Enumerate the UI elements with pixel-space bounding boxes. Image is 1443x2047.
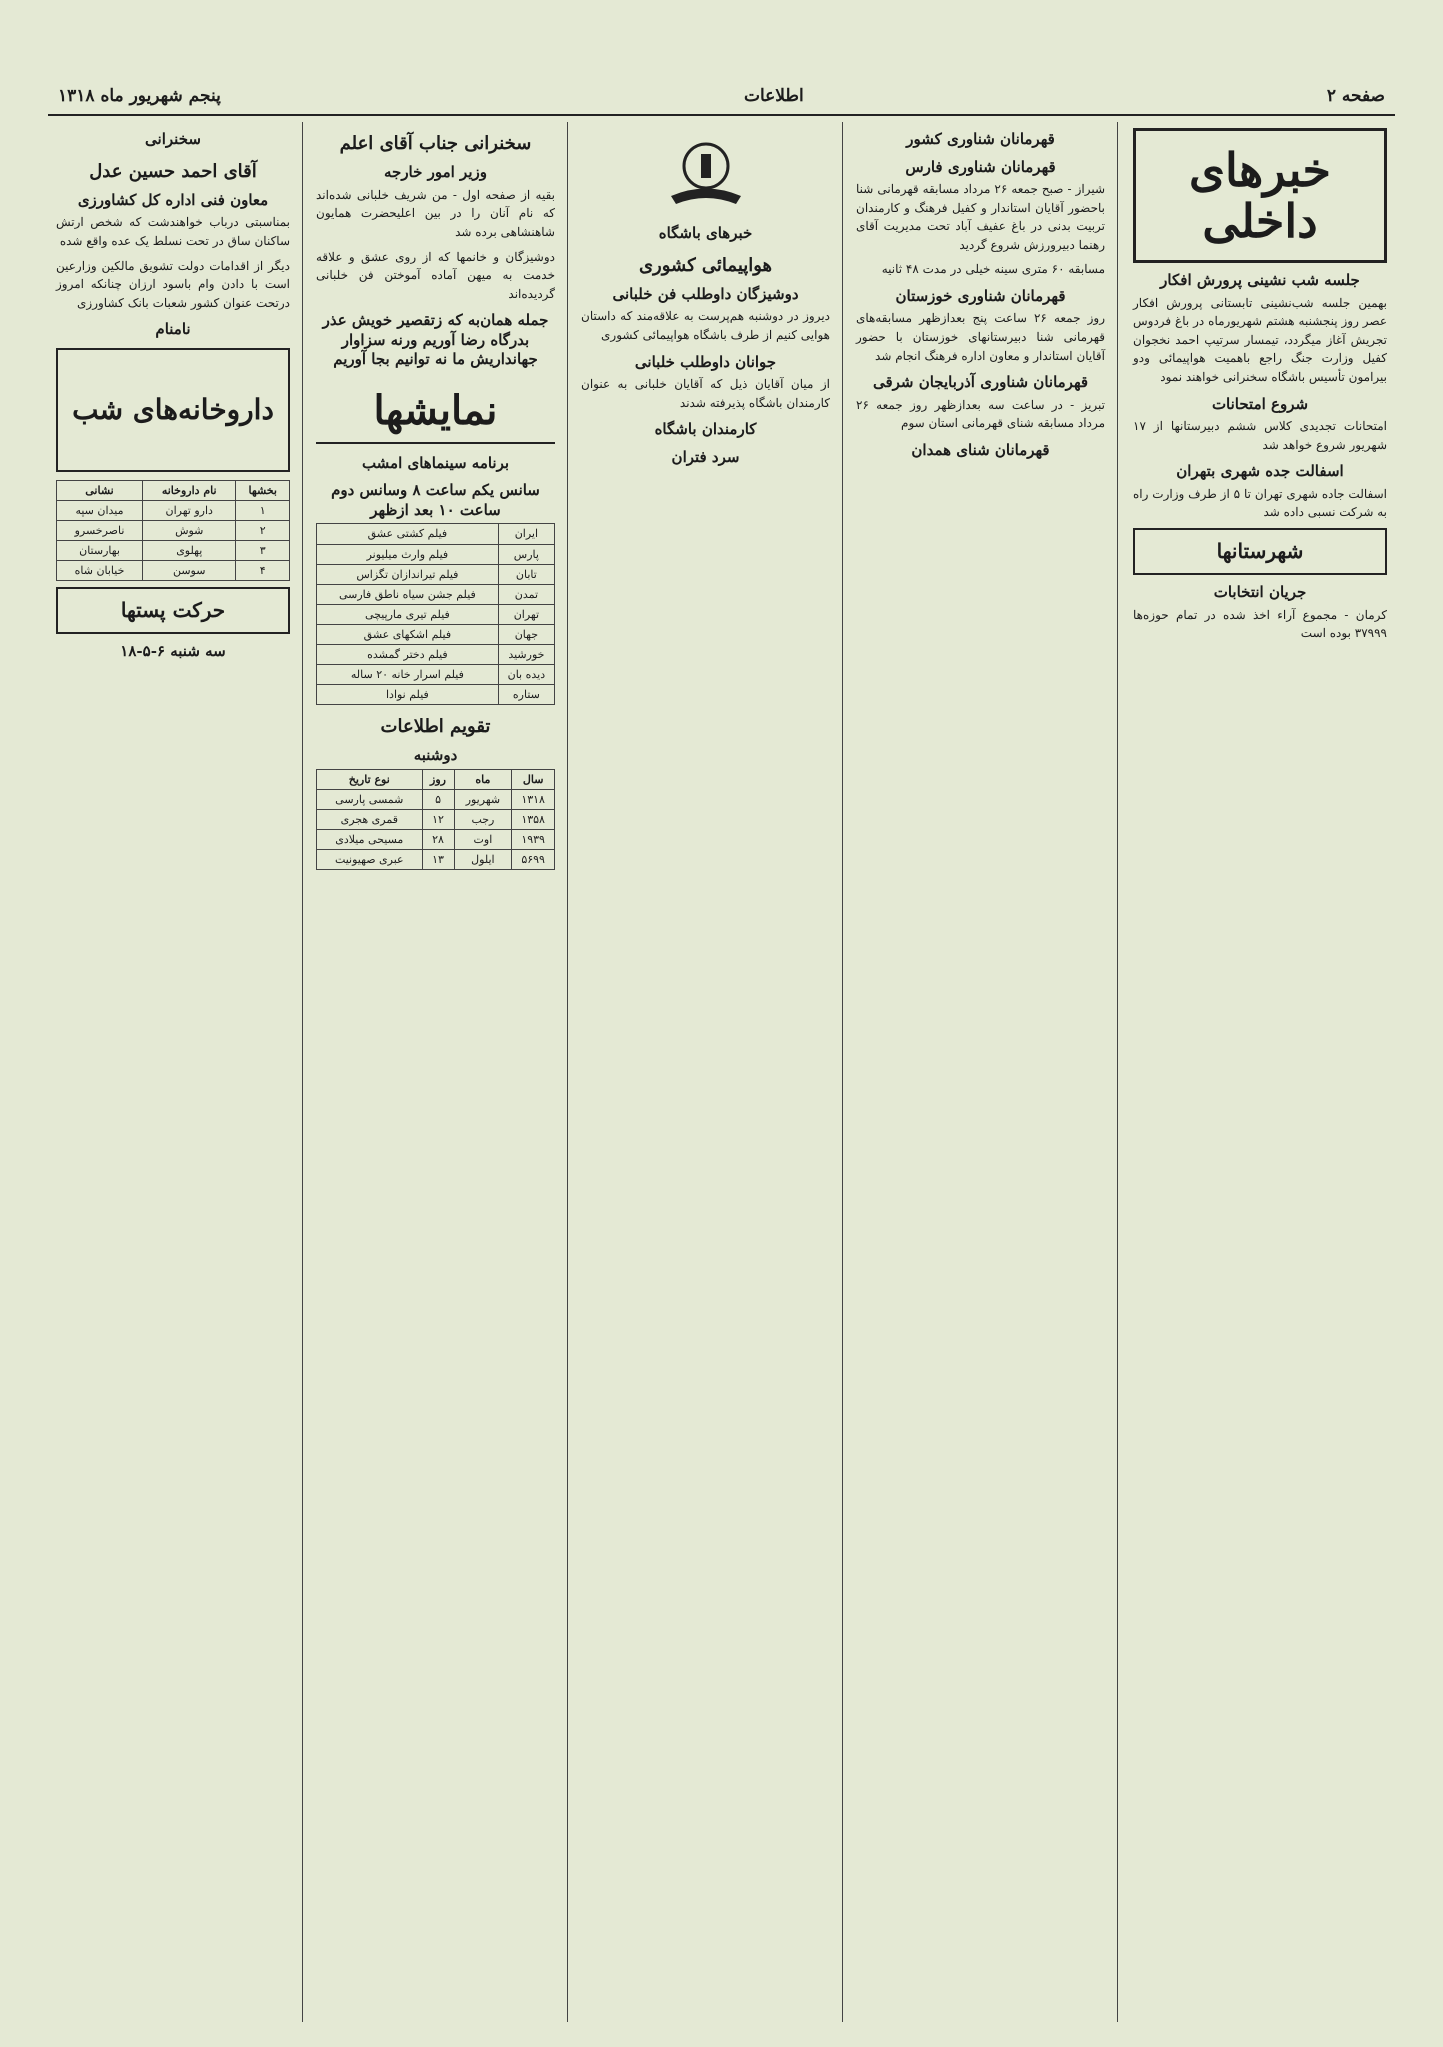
headline: وزیر امور خارجه	[384, 163, 487, 182]
pharmacy-row	[57, 541, 290, 561]
article-text: بهمین جلسه شب‌نشینی تابستانی پرورش افکار عصر روز پنجشنبه هشتم شهریورماه در باغ فردوس تجریش آغاز میگردد، تیمسار سرتیپ احمد نخجوان کفیل وزارت جنگ راجع باهمیت هواپیمائی ودو بیرامون تأسیس باشگاه سخنرانی خواهند نمود	[1133, 295, 1387, 385]
cinema-row	[317, 564, 555, 584]
calendar-row	[317, 829, 555, 849]
headline: جریان انتخابات	[1213, 583, 1307, 602]
table-header: سال	[512, 769, 555, 789]
cinema-row	[317, 584, 555, 604]
table-header: بخشها	[236, 480, 290, 500]
table-cell: فیلم تیراندازان تگزاس	[317, 564, 499, 584]
table-cell: خیابان شاه	[57, 561, 143, 581]
table-cell: دارو تهران	[143, 500, 236, 520]
column-aviation	[573, 122, 838, 2022]
calendar-table	[316, 769, 555, 870]
table-header: نام داروخانه	[143, 480, 236, 500]
cinema-row	[317, 684, 555, 704]
table-cell: فیلم کشتی عشق	[317, 524, 499, 544]
table-cell: ۱۳۱۸	[512, 789, 555, 809]
table-cell: تابان	[498, 564, 554, 584]
aviation-emblem-icon	[661, 126, 751, 216]
pharmacy-ad: داروخانه‌های شب	[56, 348, 290, 472]
post-schedule-date: سه شنبه ۶-۵-۱۸	[120, 642, 226, 661]
masthead	[48, 78, 1395, 116]
table-cell: ستاره	[498, 684, 554, 704]
calendar-day: دوشنبه	[413, 746, 458, 765]
table-cell: شهریور	[454, 789, 512, 809]
table-cell: ۳	[236, 541, 290, 561]
pharmacy-row	[57, 520, 290, 540]
table-cell: فیلم نوادا	[317, 684, 499, 704]
table-cell: ایلول	[454, 849, 512, 869]
table-cell: ۱۲	[422, 809, 454, 829]
article-text: امتحانات تجدیدی کلاس ششم دبیرستانها از ۱۷ شهریور شروع خواهد شد	[1133, 419, 1387, 452]
cinema-row	[317, 524, 555, 544]
article-text: دیگر از اقدامات دولت تشویق مالکین وزارعین است با دادن وام باسود ارزان چنانکه امروز درتحت عنوان کشور شعبات بانک کشاورزی	[56, 258, 290, 310]
article-text: از میان آقایان ذیل که آقایان خلبانی به عنوان کارمندان باشگاه پذیرفته شدند	[581, 377, 830, 410]
table-cell: ۱۹۳۹	[512, 829, 555, 849]
table-cell: فیلم وارث میلیونر	[317, 544, 499, 564]
table-cell: پارس	[498, 544, 554, 564]
headline: کارمندان باشگاه	[654, 420, 757, 439]
column-domestic-news	[1125, 122, 1395, 2022]
pharmacy-row	[57, 500, 290, 520]
article-text: مسابقه ۶۰ متری سینه خیلی در مدت ۴۸ ثانیه	[881, 262, 1105, 277]
cinema-row	[317, 544, 555, 564]
table-cell: ۲	[236, 520, 290, 540]
table-cell: ۵	[422, 789, 454, 809]
headline: اسفالت جده شهری بتهران	[1176, 462, 1344, 481]
table-cell: فیلم جشن سیاه ناطق فارسی	[317, 584, 499, 604]
headline: سرد فتران	[671, 447, 740, 466]
calendar-row	[317, 809, 555, 829]
cinema-row	[317, 604, 555, 624]
headline: جوانان داوطلب خلبانی	[634, 352, 777, 371]
cinema-row	[317, 644, 555, 664]
post-schedule-title: حرکت پستها	[56, 587, 290, 634]
table-cell: فیلم تیری مارپیچی	[317, 604, 499, 624]
headline: هواپیمائی کشوری	[638, 254, 773, 276]
pharmacy-row	[57, 561, 290, 581]
column-agriculture	[48, 122, 298, 2022]
headline: آقای احمد حسین عدل	[89, 160, 257, 182]
table-cell: ۱	[236, 500, 290, 520]
cinema-banner: نمایشها	[316, 380, 555, 444]
table-cell: تمدن	[498, 584, 554, 604]
table-cell: ۵۶۹۹	[512, 849, 555, 869]
section-banner: خبرهای داخلی	[1133, 128, 1387, 263]
headline: خبرهای باشگاه	[658, 224, 753, 242]
table-cell: عبری صهیونیت	[317, 849, 423, 869]
article-text: دیروز در دوشنبه هم‌پرست به علاقه‌مند که داستان هوایی کنیم از طرف باشگاه هواپیمائی کشوری	[581, 309, 830, 342]
headline: قهرمانان شناوری آذربایجان شرقی	[872, 373, 1089, 392]
table-cell: میدان سپه	[57, 500, 143, 520]
table-cell: سوسن	[143, 561, 236, 581]
poem-quote: جمله همان‌به که زتقصیر خویش عذر بدرگاه رضا آوریم ورنه سزاوار جهانداریش ما نه توانیم بجا آوریم	[322, 311, 549, 369]
paper-name: اطلاعات	[743, 86, 804, 106]
article-text: روز جمعه ۲۶ ساعت پنج بعدازظهر مسابقه‌های قهرمانی شنا دبیرستانهای خوزستان با حضور آقایان استاندار و معاون اداره فرهنگ انجام شد	[856, 311, 1106, 363]
headline: جلسه شب نشینی پرورش افکار	[1160, 271, 1360, 290]
calendar-row	[317, 789, 555, 809]
table-cell: بهارستان	[57, 541, 143, 561]
headline: برنامه سینماهای امشب	[361, 453, 510, 472]
issue-date: پنجم شهریور ماه ۱۳۱۸	[58, 86, 221, 106]
signature: نامنام	[155, 320, 191, 339]
calendar-row	[317, 849, 555, 869]
article-text: بقیه از صفحه اول - من شریف خلبانی شده‌اند که نام آنان را در بین اعلیحضرت همایون شاهنشاهی برده شد	[316, 187, 555, 240]
headline: قهرمانان شناوری فارس	[905, 157, 1056, 176]
table-header: ماه	[454, 769, 512, 789]
table-cell: تهران	[498, 604, 554, 624]
article-text: کرمان - مجموع آراء اخذ شده در تمام حوزه‌ها ۳۷۹۹۹ بوده است	[1133, 607, 1387, 641]
cinema-table	[316, 523, 555, 704]
table-cell: ۲۸	[422, 829, 454, 849]
table-cell: خورشید	[498, 644, 554, 664]
table-cell: فیلم اسرار خانه ۲۰ ساله	[317, 664, 499, 684]
table-header: نوع تاریخ	[317, 769, 423, 789]
table-cell: ۱۳	[422, 849, 454, 869]
table-cell: رجب	[454, 809, 512, 829]
article-text: اسفالت جاده شهری تهران تا ۵ از طرف وزارت راه به شرکت نسبی داده شد	[1133, 486, 1387, 520]
column-divider	[1117, 122, 1118, 2022]
column-speech-and-cinema	[308, 122, 563, 2022]
headline: قهرمانان شنای همدان	[911, 440, 1050, 459]
table-cell: ۴	[236, 561, 290, 581]
table-cell: شوش	[143, 520, 236, 540]
table-header: نشانی	[57, 480, 143, 500]
column-divider	[567, 122, 568, 2022]
table-header: روز	[422, 769, 454, 789]
table-cell: شمسی پارسی	[317, 789, 423, 809]
cinema-row	[317, 664, 555, 684]
headline: سخنرانی جناب آقای اعلم	[339, 133, 532, 154]
page-number: صفحه ۲	[1326, 86, 1385, 106]
headline: سخنرانی	[145, 130, 201, 148]
table-cell: قمری هجری	[317, 809, 423, 829]
table-cell: دیده بان	[498, 664, 554, 684]
table-cell: ۱۳۵۸	[512, 809, 555, 829]
headline: قهرمانان شناوری خوزستان	[895, 286, 1066, 305]
column-divider	[842, 122, 843, 2022]
article-text: دوشیزگان و خانمها که از روی عشق و علاقه خدمت به میهن آماده آموختن فن خلبانی گردیده‌اند	[316, 249, 555, 301]
headline: قهرمانان شناوری کشور	[906, 130, 1055, 148]
article-text: بمناسبتی درباب خواهندشت که شخص ارتش ساکنان ساق در تحت نسلط یک عده واقع شده	[56, 215, 290, 248]
table-cell: فیلم اشکهای عشق	[317, 624, 499, 644]
table-cell: اوت	[454, 829, 512, 849]
pharmacy-table	[56, 480, 290, 581]
table-cell: مسیحی میلادی	[317, 829, 423, 849]
calendar-title: تقویم اطلاعات	[380, 715, 491, 737]
table-cell: فیلم دختر گمشده	[317, 644, 499, 664]
headline: معاون فنی اداره کل کشاورزی	[77, 190, 269, 209]
table-cell: جهان	[498, 624, 554, 644]
column-divider	[302, 122, 303, 2022]
headline: شروع امتحانات	[1211, 394, 1309, 413]
table-cell: ناصرخسرو	[57, 520, 143, 540]
table-cell: ایران	[498, 524, 554, 544]
table-cell: پهلوی	[143, 541, 236, 561]
article-text: تبریز - در ساعت سه بعدازظهر روز جمعه ۲۶ مرداد مسابقه شنای قهرمانی استان سوم	[856, 397, 1105, 431]
column-swimming	[848, 122, 1113, 2022]
headline: دوشیزگان داوطلب فن خلبانی	[612, 284, 799, 303]
cinema-row	[317, 624, 555, 644]
section-header: شهرستانها	[1133, 528, 1387, 575]
article-text: شیراز - صبح جمعه ۲۶ مرداد مسابقه قهرمانی شنا باحضور آقایان استاندار و کفیل فرهنگ و کارمندان تربیت بدنی در باغ عفیف آباد تحت مدیریت آقای رهنما دبیرورزش شروع گردید	[856, 182, 1105, 252]
headline: سانس یکم ساعت ۸ وسانس دوم ساعت ۱۰ بعد ازظهر	[331, 481, 540, 519]
